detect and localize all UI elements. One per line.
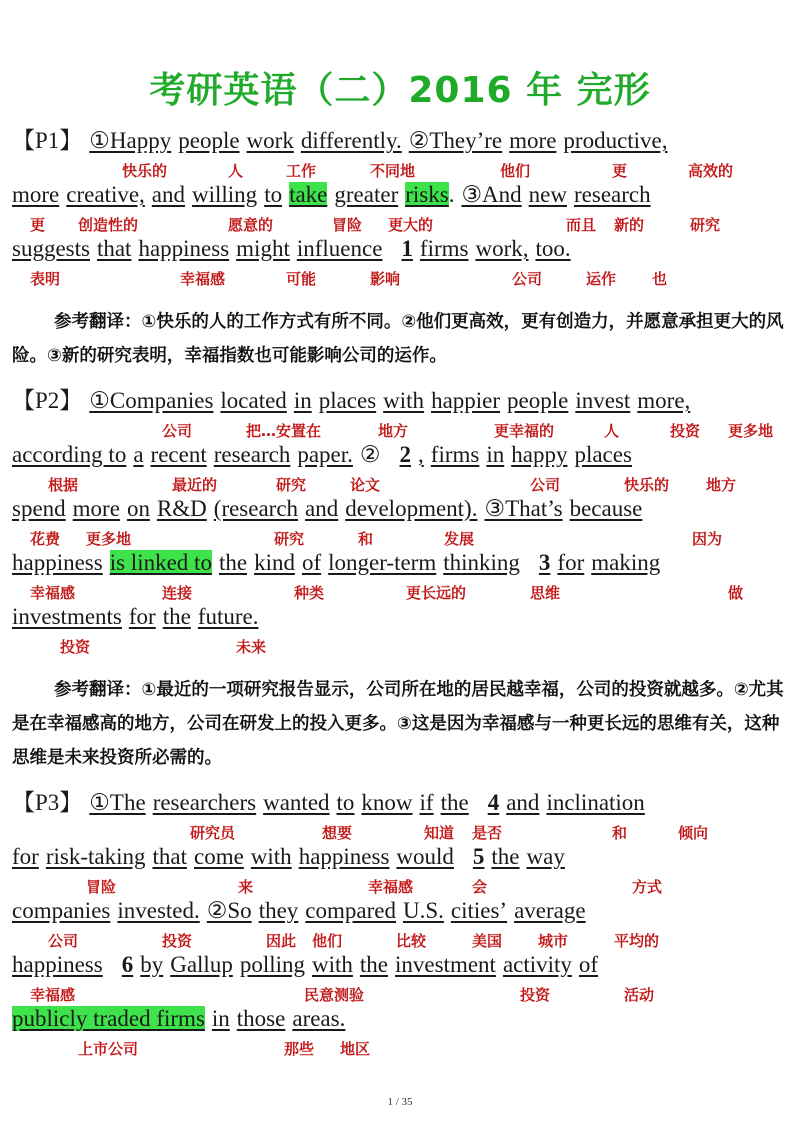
word: investments	[12, 604, 122, 629]
word: activity	[502, 952, 572, 977]
gloss: 研究	[276, 476, 307, 494]
word: new	[528, 182, 567, 207]
word: ②They’re	[408, 128, 503, 153]
word: located	[220, 388, 287, 413]
word: average	[514, 898, 586, 923]
gloss: 人	[604, 422, 620, 440]
gloss: 更多地	[86, 530, 132, 548]
gloss: 比较	[396, 932, 427, 950]
word: differently.	[300, 128, 402, 153]
gloss: 公司	[530, 476, 561, 494]
gloss: 而且	[566, 216, 597, 234]
word: according to	[12, 442, 127, 467]
p2-line-5	[12, 602, 266, 632]
gloss: 不同地	[370, 162, 416, 180]
gloss: 想要	[322, 824, 353, 842]
word: thinking	[443, 550, 520, 575]
word: by	[140, 952, 164, 977]
word: wanted	[263, 790, 330, 815]
word: more	[509, 128, 557, 153]
gloss: 研究	[690, 216, 721, 234]
word: researchers	[152, 790, 257, 815]
word: of	[301, 550, 322, 575]
gloss: 研究	[274, 530, 305, 548]
word: recent	[150, 442, 207, 467]
gloss: 最近的	[172, 476, 218, 494]
word: investment	[395, 952, 496, 977]
gloss: 可能	[286, 270, 317, 288]
gloss: 平均的	[614, 932, 660, 950]
gloss: 他们	[500, 162, 531, 180]
word: because	[569, 496, 643, 521]
word: R&D	[156, 496, 207, 521]
blank-number: 2	[399, 442, 412, 467]
p3-line-1	[12, 788, 652, 818]
gloss: 运作	[586, 270, 617, 288]
word: and	[506, 790, 540, 815]
word: invested.	[117, 898, 200, 923]
gloss: 创造性的	[78, 216, 139, 234]
word: places	[574, 442, 632, 467]
page-number: 1 / 35	[387, 1096, 413, 1108]
gloss: 更长远的	[406, 584, 467, 602]
word: to	[336, 790, 355, 815]
gloss: 投资	[162, 932, 193, 950]
circled-number: ②	[359, 442, 381, 467]
word: happiness	[138, 236, 230, 261]
gloss: 快乐的	[624, 476, 670, 494]
blank-number: 1	[401, 236, 413, 261]
word: work,	[475, 236, 529, 261]
word: polling	[239, 952, 305, 977]
gloss: 快乐的	[122, 162, 168, 180]
p2-line-1	[12, 386, 690, 416]
gloss: 影响	[370, 270, 401, 288]
word: come	[193, 844, 244, 869]
word: ③That’s	[484, 496, 563, 521]
punct: ,	[418, 442, 424, 467]
blank-number: 5	[472, 844, 485, 869]
p2-translation: 参考翻译：①最近的一项研究报告显示，公司所在地的居民越幸福，公司的投资就越多。②尤其是在幸福感高的地方，公司在研发上的投入更多。③这是因为幸福感与一种更长远的思维有关，这种思维是未来投资所必需的。	[12, 680, 784, 768]
word: willing	[192, 182, 258, 207]
word: firms	[430, 442, 480, 467]
word: for	[128, 604, 156, 629]
blank-number: 3	[538, 550, 551, 575]
word: ①Happy	[89, 128, 172, 153]
gloss: 人	[228, 162, 244, 180]
p3-line-4	[12, 950, 605, 980]
word: and	[305, 496, 339, 521]
word: happier	[431, 388, 501, 413]
word: risk-taking	[45, 844, 146, 869]
word: kind	[254, 550, 295, 575]
word: happy	[511, 442, 568, 467]
gloss: 种类	[294, 584, 325, 602]
gloss: 和	[612, 824, 628, 842]
word: more,	[637, 388, 691, 413]
gloss: 工作	[286, 162, 317, 180]
p1-translation: 参考翻译：①快乐的人的工作方式有所不同。②他们更高效，更有创造力，并愿意承担更大的风险。③新的研究表明，幸福指数也可能影响公司的运作。	[12, 312, 784, 366]
p2-line-2	[12, 440, 639, 470]
word: suggests	[12, 236, 90, 261]
word: spend	[12, 496, 66, 521]
word: of	[578, 952, 599, 977]
p1-line-2	[12, 180, 658, 210]
gloss: 更大的	[388, 216, 434, 234]
word: in	[211, 1006, 230, 1031]
gloss: 和	[358, 530, 374, 548]
gloss: 会	[472, 878, 488, 896]
gloss: 城市	[538, 932, 569, 950]
word: U.S.	[402, 898, 444, 923]
gloss: 活动	[624, 986, 655, 1004]
gloss: 更	[612, 162, 628, 180]
word: to	[264, 182, 283, 207]
word: in	[486, 442, 505, 467]
gloss: 因此	[266, 932, 297, 950]
word: cities’	[450, 898, 508, 923]
word: people	[507, 388, 569, 413]
word: ①The	[89, 790, 146, 815]
gloss: 未来	[236, 638, 267, 656]
word: for	[557, 550, 585, 575]
gloss: 倾向	[678, 824, 709, 842]
word: with	[312, 952, 353, 977]
gloss: 知道	[424, 824, 455, 842]
word: Gallup	[170, 952, 233, 977]
p2-label: 【P2】	[12, 388, 83, 413]
word: research	[213, 442, 291, 467]
gloss: 新的	[614, 216, 645, 234]
highlighted-word: take	[289, 182, 328, 207]
word: those	[236, 1006, 286, 1031]
gloss: 发展	[444, 530, 475, 548]
gloss: 表明	[30, 270, 61, 288]
word: companies	[12, 898, 111, 923]
word: more	[12, 182, 60, 207]
word: that	[152, 844, 187, 869]
word: the	[218, 550, 248, 575]
gloss: 民意测验	[304, 986, 365, 1004]
page-title: 考研英语（二）2016 年 完形	[149, 70, 651, 111]
gloss: 更幸福的	[494, 422, 555, 440]
gloss: 更	[30, 216, 46, 234]
gloss: 更多地	[728, 422, 774, 440]
p3-label: 【P3】	[12, 790, 83, 815]
word: compared	[305, 898, 396, 923]
word: the	[359, 952, 388, 977]
gloss: 来	[238, 878, 254, 896]
gloss: 地区	[340, 1040, 371, 1058]
word: a	[133, 442, 144, 467]
word: and	[151, 182, 186, 207]
word: the	[491, 844, 520, 869]
word: work	[246, 128, 294, 153]
gloss: 地方	[378, 422, 409, 440]
word: on	[126, 496, 150, 521]
p2-line-4	[12, 548, 667, 578]
gloss: 也	[652, 270, 668, 288]
gloss: 投资	[60, 638, 91, 656]
word: with	[250, 844, 292, 869]
gloss: 连接	[162, 584, 193, 602]
gloss: 他们	[312, 932, 343, 950]
p1-line-1	[12, 126, 675, 156]
gloss: 地方	[706, 476, 737, 494]
p3-line-2	[12, 842, 572, 872]
punct: .	[448, 182, 455, 207]
word: know	[361, 790, 413, 815]
word: inclination	[546, 790, 645, 815]
gloss: 幸福感	[30, 986, 76, 1004]
word: research	[574, 182, 651, 207]
word: ②So	[206, 898, 252, 923]
word: would	[396, 844, 454, 869]
gloss: 冒险	[332, 216, 363, 234]
gloss: 美国	[472, 932, 503, 950]
gloss: 幸福感	[368, 878, 414, 896]
highlighted-phrase: publicly traded firms	[12, 1006, 205, 1031]
gloss: 思维	[530, 584, 561, 602]
word: influence	[296, 236, 383, 261]
gloss: 公司	[162, 422, 193, 440]
word: the	[440, 790, 469, 815]
word: invest	[575, 388, 631, 413]
word: longer-term	[328, 550, 437, 575]
word: happiness	[12, 952, 103, 977]
word: ①Companies	[89, 388, 214, 413]
gloss: 把…安置在	[246, 422, 322, 440]
gloss: 研究员	[190, 824, 236, 842]
blank-number: 6	[121, 952, 134, 977]
word: greater	[334, 182, 399, 207]
gloss: 冒险	[86, 878, 117, 896]
blank-number: 4	[487, 790, 500, 815]
gloss: 因为	[692, 530, 723, 548]
p1-line-3	[12, 234, 578, 264]
word: people	[178, 128, 240, 153]
gloss: 是否	[472, 824, 503, 842]
highlighted-word: risks	[405, 182, 449, 207]
word: if	[419, 790, 434, 815]
gloss: 投资	[670, 422, 701, 440]
word: paper.	[297, 442, 353, 467]
word: too.	[535, 236, 571, 261]
gloss: 花费	[30, 530, 61, 548]
p2-line-3	[12, 494, 649, 524]
word: the	[162, 604, 191, 629]
word: for	[12, 844, 39, 869]
word: they	[258, 898, 299, 923]
gloss: 公司	[512, 270, 543, 288]
p3-line-3	[12, 896, 593, 926]
word: making	[591, 550, 661, 575]
word: areas.	[292, 1006, 346, 1031]
word: firms	[419, 236, 469, 261]
word: productive,	[563, 128, 668, 153]
word: happiness	[298, 844, 390, 869]
word: in	[293, 388, 312, 413]
word: way	[526, 844, 565, 869]
gloss: 公司	[48, 932, 79, 950]
gloss: 愿意的	[228, 216, 274, 234]
word: future.	[197, 604, 259, 629]
p1-label: 【P1】	[12, 128, 83, 153]
word: places	[318, 388, 377, 413]
word: more	[72, 496, 120, 521]
highlighted-phrase: is linked to	[109, 550, 212, 575]
word: ③And	[461, 182, 522, 207]
gloss: 做	[728, 584, 744, 602]
word: (research	[213, 496, 299, 521]
gloss: 投资	[520, 986, 551, 1004]
word: with	[383, 388, 425, 413]
gloss: 高效的	[688, 162, 734, 180]
gloss: 方式	[632, 878, 663, 896]
gloss: 幸福感	[180, 270, 226, 288]
word: development).	[345, 496, 478, 521]
word: might	[236, 236, 290, 261]
gloss: 幸福感	[30, 584, 76, 602]
gloss: 上市公司	[78, 1040, 139, 1058]
gloss: 那些	[284, 1040, 315, 1058]
word: creative,	[66, 182, 145, 207]
word: that	[96, 236, 132, 261]
p3-line-5	[12, 1004, 352, 1034]
gloss: 论文	[350, 476, 381, 494]
word: happiness	[12, 550, 103, 575]
gloss: 根据	[48, 476, 79, 494]
